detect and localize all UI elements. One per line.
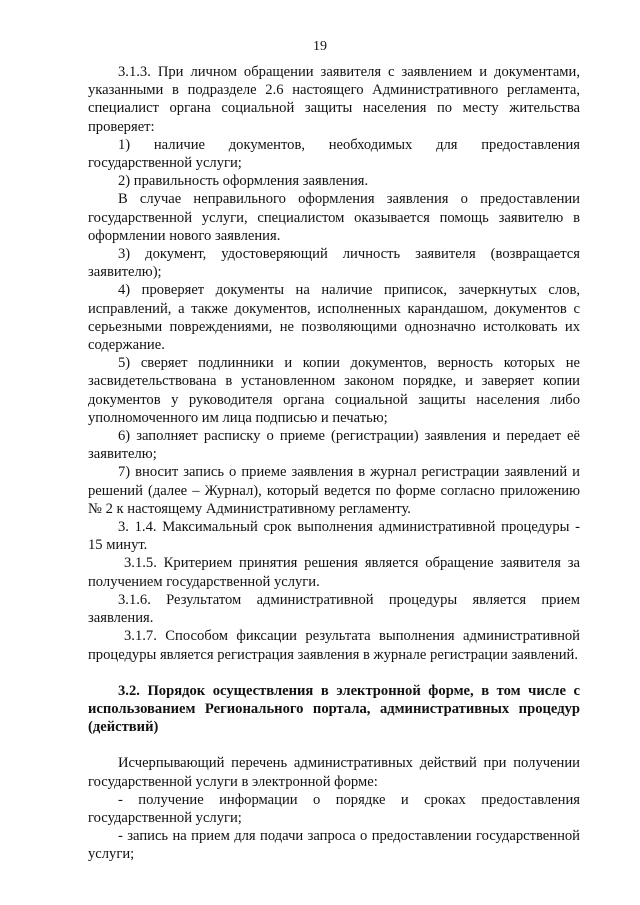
paragraph-incorrect-form: В случае неправильного оформления заявления о предоставлении государственной услуги, специалистом оказывается помощь заявителю в оформлении нового заявления.: [88, 191, 580, 244]
document-body: [88, 63, 580, 864]
paragraph-exhaustive-list: Исчерпывающий перечень административных действий при получении государственной услуги в электронной форме:: [88, 755, 580, 790]
paragraph-3-1-6: 3.1.6. Результатом административной процедуры является прием заявления.: [88, 591, 580, 627]
paragraph-item-2: 2) правильность оформления заявления.: [118, 173, 369, 190]
paragraph-3-1-5: 3.1.5. Критерием принятия решения является обращение заявителя за получением государственной услуги.: [88, 555, 580, 590]
paragraph-3-1-4: 3. 1.4. Максимальный срок выполнения административной процедуры - 15 минут.: [88, 519, 580, 554]
section-heading-3-2: 3.2. Порядок осуществления в электронной форме, в том числе с использованием Регионального портала, административных процедур (действий): [88, 682, 580, 736]
list-item-appointment: - запись на прием для подачи запроса о предоставлении государственной услуги;: [88, 828, 580, 863]
paragraph-item-1: 1) наличие документов, необходимых для предоставления государственной услуги;: [88, 136, 580, 172]
paragraph-item-6: 6) заполняет расписку о приеме (регистрации) заявления и передает её заявителю;: [88, 428, 580, 463]
paragraph-3-1-3: 3.1.3. При личном обращении заявителя с заявлением и документами, указанными в подразделе 2.6 настоящего Административного регламента, специалист органа социальной защиты населения по месту жительства проверяет:: [88, 64, 580, 135]
page-number: 19: [313, 39, 327, 54]
paragraph-item-3: 3) документ, удостоверяющий личность заявителя (возвращается заявителю);: [88, 246, 580, 281]
list-item-get-info: - получение информации о порядке и сроках предоставления государственной услуги;: [88, 791, 580, 826]
spacer: [88, 736, 580, 754]
paragraph-item-4: 4) проверяет документы на наличие приписок, зачеркнутых слов, исправлений, а также документов, исполненных карандашом, документов с серьезными повреждениями, не позволяющими однозначно истолковать их содержание.: [88, 282, 580, 354]
paragraph-item-7: 7) вносит запись о приеме заявления в журнал регистрации заявлений и решений (далее – Журнал), который ведется по форме согласно приложению № 2 к настоящему Административному регламенту.: [88, 464, 580, 517]
paragraph-item-5: 5) сверяет подлинники и копии документов, верность которых не засвидетельствована в установленном законом порядке, и заверяет копии документов у руководителя органа социальной защиты населения либо уполномоченного им лица подписью и печатью;: [88, 355, 580, 426]
paragraph-3-1-7: 3.1.7. Способом фиксации результата выполнения административной процедуры является регистрация заявления в журнале регистрации заявлений.: [88, 628, 580, 663]
spacer: [88, 664, 580, 682]
